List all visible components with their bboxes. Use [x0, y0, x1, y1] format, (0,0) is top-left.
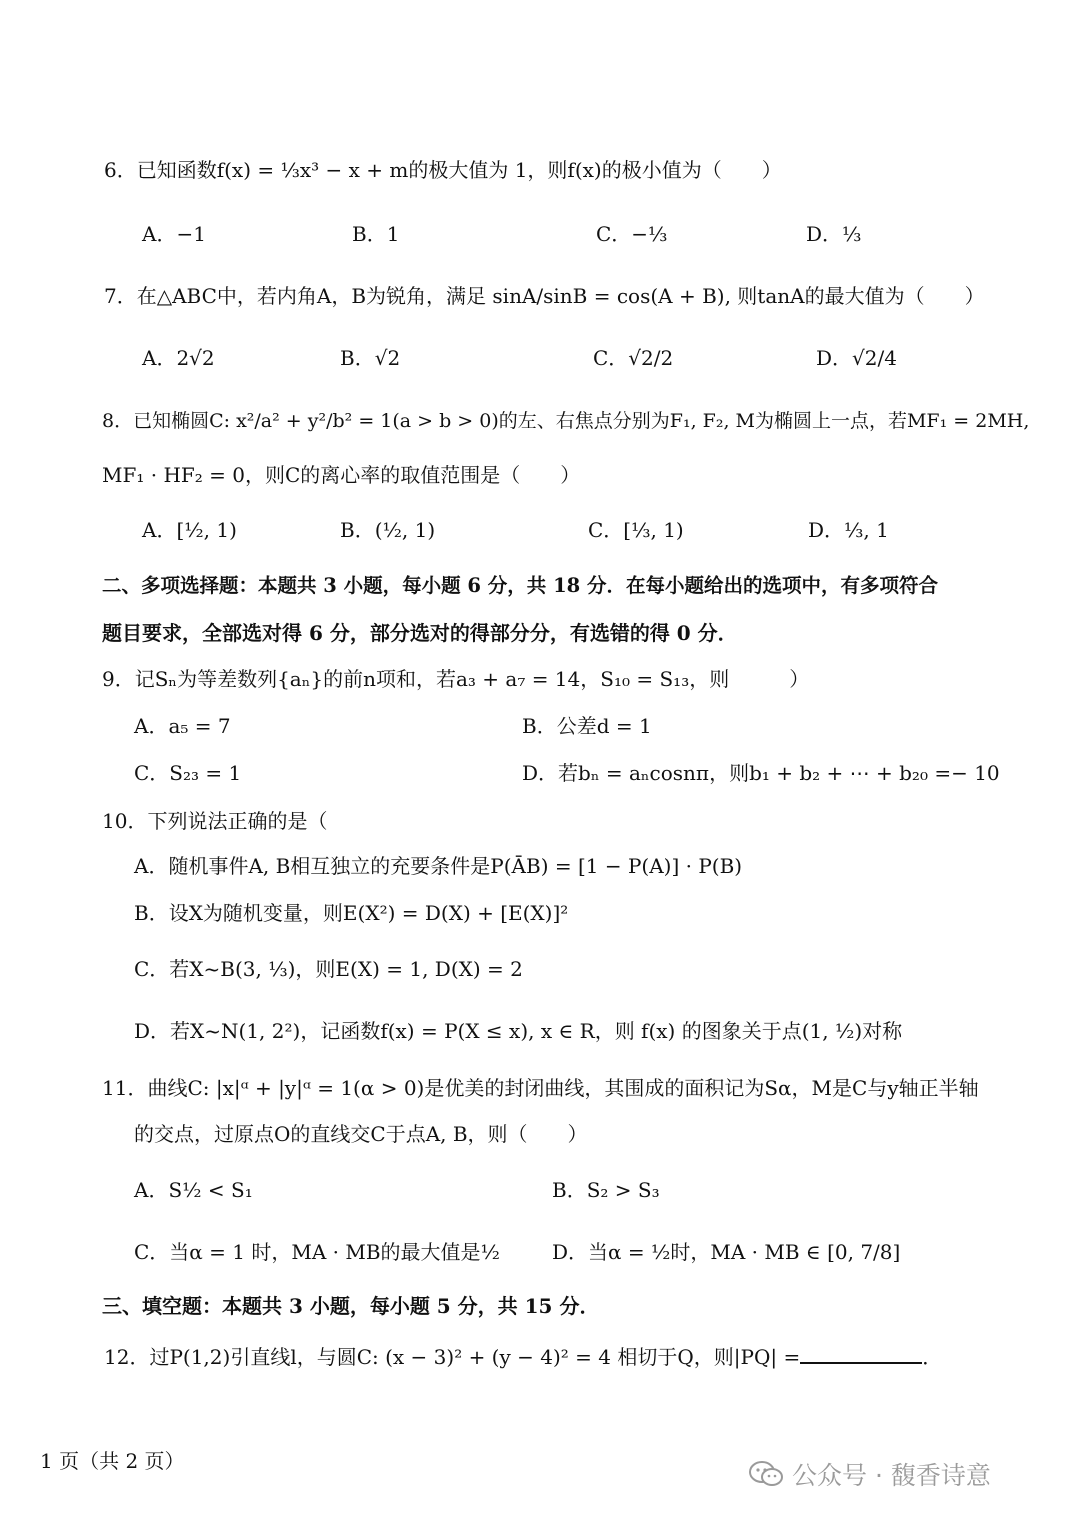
question-11-option-d: D．当α = ½时，MA · MB ∈ [0, 7/8]	[552, 1240, 901, 1264]
question-11-stem-line1: 11．曲线C: |x|ᵅ + |y|ᵅ = 1(α > 0)是优美的封闭曲线，其围成的面积记为Sα，M是C与y轴正半轴	[102, 1076, 979, 1100]
question-6-option-b: B．1	[352, 222, 400, 246]
section-3-heading: 三、填空题：本题共 3 小题，每小题 5 分，共 15 分．	[102, 1294, 600, 1318]
wechat-icon	[748, 1460, 784, 1488]
question-7-option-c: C．√2/2	[593, 346, 674, 370]
question-12-stem: 12．过P(1,2)引直线l，与圆C: (x − 3)² + (y − 4)² = 4 相切于Q，则|PQ| =	[104, 1345, 801, 1369]
question-7-option-b: B．√2	[340, 346, 401, 370]
question-11-option-a: A．S½ < S₁	[134, 1178, 253, 1202]
question-9-option-a: A．a₅ = 7	[134, 714, 231, 738]
question-8-option-b: B．(½, 1)	[340, 518, 436, 542]
watermark	[748, 1456, 991, 1492]
question-8-option-a: A．[½, 1)	[142, 518, 237, 542]
question-6-option-c: C．−⅓	[596, 222, 668, 246]
question-8-stem-line1: 8．已知椭圆C: x²/a² + y²/b² = 1(a > b > 0)的左、右焦点分别为F₁, F₂, M为椭圆上一点，若MF₁ = 2MH,	[102, 410, 1030, 432]
section-2-heading-line1: 二、多项选择题：本题共 3 小题，每小题 6 分，共 18 分．在每小题给出的选项中，有多项符合	[102, 574, 939, 597]
question-11-option-c: C．当α = 1 时，MA · MB的最大值是½	[134, 1240, 500, 1264]
question-7-option-a: A．2√2	[142, 346, 215, 370]
question-8-option-d: D．⅓, 1	[808, 518, 889, 542]
question-6-stem: 6．已知函数f(x) = ⅓x³ − x + m的极大值为 1，则f(x)的极小值为（ ）	[104, 158, 782, 182]
question-6-option-a: A．−1	[142, 222, 206, 246]
question-11-stem-line2: 的交点，过原点O的直线交C于点A, B，则（ ）	[134, 1122, 588, 1146]
question-12-end: ．	[922, 1345, 943, 1369]
question-8-option-c: C．[⅓, 1)	[588, 518, 684, 542]
question-12-line	[104, 1344, 942, 1367]
question-9-option-b: B．公差d = 1	[522, 714, 652, 738]
question-7-option-d: D．√2/4	[816, 346, 897, 370]
question-10-option-d: D．若X~N(1, 2²)，记函数f(x) = P(X ≤ x), x ∈ R，则 f(x) 的图象关于点(1, ½)对称	[134, 1019, 903, 1043]
watermark-text: 公众号 · 馥香诗意	[792, 1461, 991, 1490]
page-footer: 1 页（共 2 页）	[40, 1449, 185, 1473]
question-11-option-b: B．S₂ > S₃	[552, 1178, 660, 1202]
question-9-option-c: C．S₂₃ = 1	[134, 761, 242, 785]
question-8-stem-line2: MF₁ · HF₂ = 0，则C的离心率的取值范围是（ ）	[102, 463, 581, 487]
question-7-stem: 7．在△ABC中，若内角A，B为锐角，满足 sinA/sinB = cos(A + B), 则tanA的最大值为（ ）	[104, 284, 985, 308]
question-10-option-c: C．若X~B(3, ⅓)，则E(X) = 1, D(X) = 2	[134, 957, 523, 981]
question-10-stem: 10．下列说法正确的是（	[102, 809, 328, 833]
question-9-option-d: D．若bₙ = aₙcosnπ，则b₁ + b₂ + ⋯ + b₂₀ =− 10	[522, 761, 1000, 785]
answer-blank[interactable]	[800, 1344, 922, 1364]
question-6-option-d: D．⅓	[806, 222, 862, 246]
question-10-option-a: A．随机事件A, B相互独立的充要条件是P(ĀB) = [1 − P(A)] · P(B)	[134, 854, 743, 878]
question-10-option-b: B．设X为随机变量，则E(X²) = D(X) + [E(X)]²	[134, 901, 569, 925]
section-2-heading-line2: 题目要求，全部选对得 6 分，部分选对的得部分分，有选错的得 0 分．	[102, 621, 738, 645]
question-9-stem: 9．记Sₙ为等差数列{aₙ}的前n项和，若a₃ + a₇ = 14，S₁₀ = S₁₃，则 ）	[102, 667, 810, 691]
